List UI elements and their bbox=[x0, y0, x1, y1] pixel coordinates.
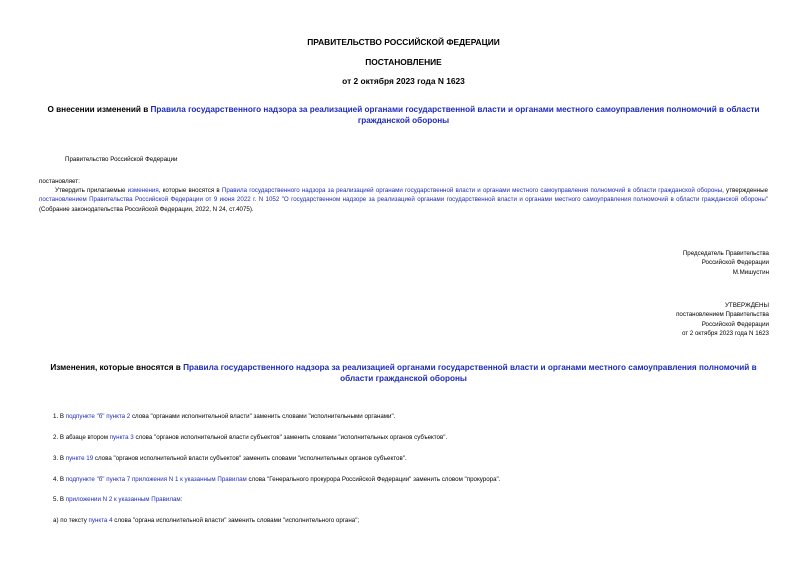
paragraph-text: , которые вносятся в bbox=[158, 187, 222, 194]
item-text: : bbox=[180, 496, 183, 503]
list-item bbox=[53, 517, 359, 524]
approval-heading: УТВЕРЖДЕНЫ bbox=[725, 302, 769, 309]
changes-rules-link[interactable]: Правила государственного надзора за реализацией органами государственной власти и органами местного самоуправления полномочий в области гражданской обороны bbox=[183, 363, 757, 383]
changes-link[interactable]: изменения bbox=[127, 187, 159, 194]
item-text: 5. В bbox=[53, 496, 66, 503]
item-link[interactable]: пункта 3 bbox=[109, 434, 134, 441]
list-item bbox=[53, 476, 500, 483]
item-link[interactable]: пункта 4 bbox=[88, 517, 113, 524]
signature-position: Председатель Правительства bbox=[682, 250, 769, 257]
item-text: 1. В bbox=[53, 413, 66, 420]
document-type-heading: ПОСТАНОВЛЕНИЕ bbox=[365, 57, 442, 67]
changes-title-prefix: Изменения, которые вносятся в bbox=[50, 363, 184, 372]
paragraph-text: , утвержденные bbox=[722, 187, 768, 194]
item-link[interactable]: подпункте "б" пункта 2 bbox=[65, 413, 131, 420]
rules-link[interactable]: Правила государственного надзора за реализацией органами государственной власти и органами местного самоуправления полномочий в области гражданской обороны bbox=[221, 187, 723, 194]
signature-organization: Российской Федерации bbox=[701, 259, 769, 267]
approval-by: постановлением Правительства bbox=[676, 311, 769, 319]
changes-title bbox=[50, 362, 757, 384]
approval-block bbox=[500, 301, 769, 338]
government-heading: ПРАВИТЕЛЬСТВО РОССИЙСКОЙ ФЕДЕРАЦИИ bbox=[307, 37, 500, 47]
item-text: слова "органами исполнительной власти" заменить словами "исполнительными органами". bbox=[130, 413, 396, 420]
approval-date: от 2 октября 2023 года N 1623 bbox=[681, 329, 769, 337]
signature-block bbox=[500, 249, 769, 277]
item-text: слова "Генерального прокурора Российской Федерации" заменить словом "прокурора". bbox=[246, 476, 501, 483]
paragraph-text: Утвердить прилагаемые bbox=[55, 187, 128, 194]
item-link[interactable]: пункте 19 bbox=[65, 455, 94, 462]
item-text: слова "органа исполнительной власти" заменить словами "исполнительного органа"; bbox=[112, 517, 360, 524]
list-item bbox=[53, 455, 407, 462]
item-link[interactable]: подпункте "б" пункта 7 приложения N 1 к указанным Правилам bbox=[65, 476, 247, 483]
item-text: а) по тексту bbox=[53, 517, 89, 524]
signature-name: М.Мишустин bbox=[732, 268, 769, 276]
item-text: 2. В абзаце втором bbox=[53, 434, 110, 441]
list-item bbox=[53, 413, 395, 420]
rules-title-link[interactable]: Правила государственного надзора за реализацией органами государственной власти и органами местного самоуправления полномочий в области гражданской обороны bbox=[150, 105, 760, 125]
document-title bbox=[30, 104, 777, 126]
list-item bbox=[53, 434, 447, 441]
document-date-number: от 2 октября 2023 года N 1623 bbox=[342, 76, 465, 86]
item-text: 4. В bbox=[53, 476, 66, 483]
decrees-text: постановляет: bbox=[39, 178, 80, 185]
issuer-text: Правительство Российской Федерации bbox=[65, 156, 178, 163]
item-link[interactable]: приложении N 2 к указанным Правилам bbox=[65, 496, 181, 503]
decree-link[interactable]: постановлением Правительства Российской Федерации от 9 июня 2022 г. N 1052 "О государственном надзоре за реализацией органами государственной власти и органами местного самоуправления полномочий в области гражданской обороны" bbox=[39, 196, 768, 204]
title-prefix: О внесении изменений в bbox=[47, 105, 151, 114]
item-text: слова "органов исполнительной власти субъектов" заменить словами "исполнительных органов субъектов". bbox=[133, 434, 448, 441]
approval-organization: Российской Федерации bbox=[701, 320, 769, 328]
item-text: 3. В bbox=[53, 455, 66, 462]
paragraph-text: (Собрание законодательства Российской Федерации, 2022, N 24, ст.4075). bbox=[39, 205, 254, 213]
item-text: слова "органов исполнительной власти субъектов" заменить словами "исполнительных органов субъектов". bbox=[93, 455, 407, 462]
list-item bbox=[53, 496, 182, 503]
resolution-paragraph bbox=[39, 186, 768, 214]
